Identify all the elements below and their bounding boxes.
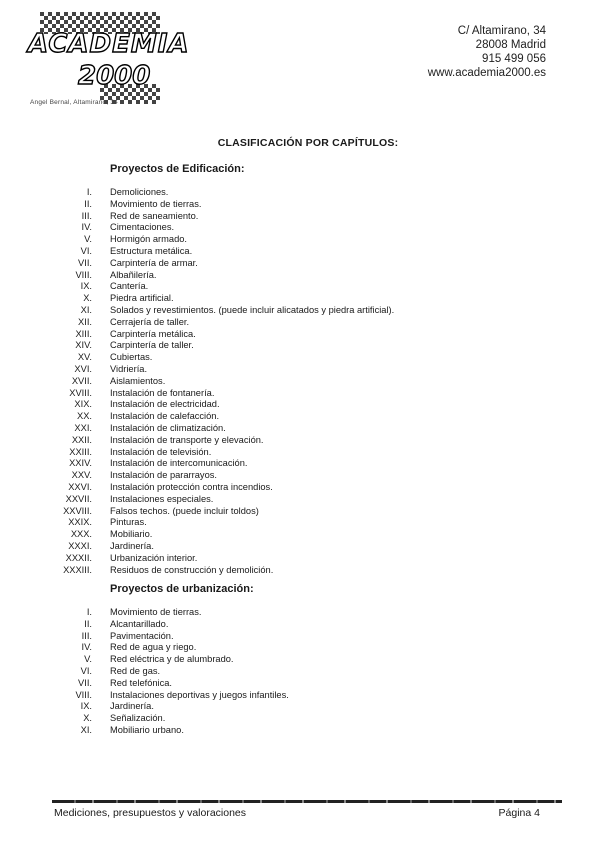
chapter-title: Hormigón armado. — [110, 234, 187, 245]
chapter-number: IX. — [80, 281, 92, 292]
chapter-number: XX. — [77, 411, 92, 422]
chapter-title: Cerrajería de taller. — [110, 316, 190, 327]
list-item — [0, 631, 616, 643]
list-item — [0, 690, 616, 702]
chapter-title: Instalación de calefacción. — [110, 411, 220, 422]
list-item — [0, 222, 616, 234]
chapter-title: Jardinería. — [110, 701, 154, 712]
chapter-title: Instalación de transporte y elevación. — [110, 434, 264, 445]
chapter-number: XI. — [80, 304, 92, 315]
chapter-title: Estructura metálica. — [110, 245, 193, 256]
list-item — [0, 388, 616, 400]
list-item — [0, 666, 616, 678]
urbanizacion-list — [0, 607, 616, 737]
chapter-number: XXXII. — [65, 552, 92, 563]
chapter-number: II. — [84, 618, 92, 629]
chapter-number: XXIX. — [68, 517, 92, 528]
address-website[interactable]: www.academia2000.es — [427, 67, 546, 79]
chapter-title: Instalación de televisión. — [110, 446, 212, 457]
list-item — [0, 553, 616, 565]
list-item — [0, 642, 616, 654]
chapter-title: Albañilería. — [110, 269, 157, 280]
chapter-number: X. — [83, 713, 92, 724]
list-item — [0, 329, 616, 341]
list-item — [0, 270, 616, 282]
list-item — [0, 517, 616, 529]
list-item — [0, 447, 616, 459]
chapter-title: Movimiento de tierras. — [110, 607, 202, 617]
list-item — [0, 678, 616, 690]
chapter-number: II. — [84, 198, 92, 209]
logo-word: ACADEMIA — [28, 29, 190, 59]
chapter-title: Instalación de pararrayos. — [110, 470, 217, 481]
chapter-number: I. — [86, 607, 92, 617]
logo-number: 2000 — [78, 61, 151, 91]
list-item — [0, 364, 616, 376]
chapter-title: Carpintería de armar. — [110, 257, 198, 268]
chapter-number: XI. — [80, 724, 92, 735]
chapter-number: XXVI. — [68, 481, 92, 492]
chapter-title: Instalaciones deportivas y juegos infantiles. — [110, 689, 289, 700]
chapter-number: III. — [81, 630, 92, 641]
address-block — [428, 24, 546, 80]
chapter-title: Red de gas. — [110, 665, 161, 676]
chapter-title: Carpintería metálica. — [110, 328, 196, 339]
list-item — [0, 541, 616, 553]
chapter-number: IV. — [81, 642, 92, 653]
chapter-number: XXII. — [71, 434, 92, 445]
chapter-title: Instalación protección contra incendios. — [110, 481, 273, 492]
chapter-title: Jardinería. — [110, 540, 154, 551]
chapter-number: VIII. — [75, 689, 92, 700]
list-item — [0, 725, 616, 737]
chapter-number: XIX. — [74, 399, 92, 410]
chapter-title: Instalación de intercomunicación. — [110, 458, 248, 469]
chapter-number: XXVIII. — [63, 505, 92, 516]
chapter-number: XV. — [77, 352, 92, 363]
list-item — [0, 607, 616, 619]
list-item — [0, 352, 616, 364]
list-item — [0, 281, 616, 293]
chapter-title: Red de saneamiento. — [110, 210, 199, 221]
chapter-number: VI. — [80, 245, 92, 256]
chapter-title: Cubiertas. — [110, 352, 153, 363]
chapter-title: Mobiliario urbano. — [110, 724, 184, 735]
chapter-number: IV. — [81, 222, 92, 233]
chapter-title: Instalación de electricidad. — [110, 399, 220, 410]
chapter-title: Mobiliario. — [110, 529, 153, 540]
chapter-number: XVIII. — [69, 387, 92, 398]
address-phone: 915 499 056 — [482, 53, 546, 65]
chapter-number: IX. — [80, 701, 92, 712]
chapter-title: Cimentaciones. — [110, 222, 175, 233]
logo-tagline: Angel Bernal, Altamirano, 34 — [30, 99, 118, 106]
chapter-number: VIII. — [75, 269, 92, 280]
chapter-title: Red telefónica. — [110, 677, 173, 688]
chapter-number: I. — [86, 187, 92, 197]
list-item — [0, 293, 616, 305]
page-number: Página 4 — [498, 807, 540, 819]
chapter-title: Cantería. — [110, 281, 149, 292]
chapter-number: VI. — [80, 665, 92, 676]
list-item — [0, 470, 616, 482]
chapter-title: Pavimentación. — [110, 630, 174, 641]
chapter-number: XVI. — [74, 363, 92, 374]
chapter-title: Red de agua y riego. — [110, 642, 197, 653]
list-item — [0, 458, 616, 470]
list-item — [0, 435, 616, 447]
list-item — [0, 529, 616, 541]
address-postcode: 28008 Madrid — [475, 39, 546, 51]
chapter-number: VII. — [78, 257, 92, 268]
chapter-number: XXI. — [74, 422, 92, 433]
chapter-number: XXX. — [70, 529, 92, 540]
chapter-title: Pinturas. — [110, 517, 147, 528]
chapter-number: XXXIII. — [63, 564, 92, 575]
chapter-number: XXIII. — [69, 446, 92, 457]
footer-doc-title: Mediciones, presupuestos y valoraciones — [54, 807, 247, 819]
chapter-title: Instalación de fontanería. — [110, 387, 215, 398]
list-item — [0, 234, 616, 246]
list-item — [0, 399, 616, 411]
chapter-number: XXIV. — [69, 458, 92, 469]
list-item — [0, 411, 616, 423]
chapter-number: XXXI. — [68, 540, 92, 551]
chapter-number: XXV. — [71, 470, 92, 481]
list-item — [0, 258, 616, 270]
chapter-title: Aislamientos. — [110, 375, 166, 386]
chapter-number: XII. — [78, 316, 92, 327]
list-item — [0, 619, 616, 631]
chapter-number: V. — [84, 234, 92, 245]
chapter-title: Solados y revestimientos. (puede incluir alicatados y piedra artificial). — [110, 304, 395, 315]
chapter-number: XXVII. — [65, 493, 92, 504]
list-item — [0, 376, 616, 388]
edificacion-list — [0, 187, 616, 576]
list-item — [0, 340, 616, 352]
chapter-title: Señalización. — [110, 713, 166, 724]
chapter-number: III. — [81, 210, 92, 221]
list-item — [0, 305, 616, 317]
chapter-number: V. — [84, 654, 92, 665]
address-street: C/ Altamirano, 34 — [457, 25, 546, 37]
list-item — [0, 506, 616, 518]
list-item — [0, 246, 616, 258]
chapter-title: Red eléctrica y de alumbrado. — [110, 654, 234, 665]
list-item — [0, 713, 616, 725]
chapter-title: Alcantarillado. — [110, 618, 169, 629]
chapter-title: Carpintería de taller. — [110, 340, 194, 351]
chapter-title: Residuos de construcción y demolición. — [110, 564, 274, 575]
chapter-number: X. — [83, 293, 92, 304]
list-item — [0, 187, 616, 199]
chapter-title: Vidriería. — [110, 363, 148, 374]
list-item — [0, 211, 616, 223]
chapter-title: Falsos techos. (puede incluir toldos) — [110, 505, 259, 516]
list-item — [0, 199, 616, 211]
list-item — [0, 423, 616, 435]
chapter-title: Piedra artificial. — [110, 293, 174, 304]
footer-divider — [52, 800, 562, 803]
urbanizacion-heading: Proyectos de urbanización: — [110, 583, 254, 595]
chapter-title: Instalaciones especiales. — [110, 493, 214, 504]
chapter-number: XVII. — [71, 375, 92, 386]
list-item — [0, 701, 616, 713]
edificacion-heading: Proyectos de Edificación: — [110, 163, 245, 175]
academia-2000-logo — [24, 12, 194, 112]
chapter-title: Instalación de climatización. — [110, 422, 226, 433]
page-title: CLASIFICACIÓN POR CAPÍTULOS: — [217, 137, 399, 149]
list-item — [0, 482, 616, 494]
list-item — [0, 565, 616, 577]
chapter-number: XIII. — [75, 328, 92, 339]
list-item — [0, 654, 616, 666]
list-item — [0, 494, 616, 506]
chapter-title: Urbanización interior. — [110, 552, 198, 563]
chapter-title: Demoliciones. — [110, 187, 169, 197]
chapter-number: XIV. — [75, 340, 92, 351]
list-item — [0, 317, 616, 329]
chapter-title: Movimiento de tierras. — [110, 198, 202, 209]
chapter-number: VII. — [78, 677, 92, 688]
